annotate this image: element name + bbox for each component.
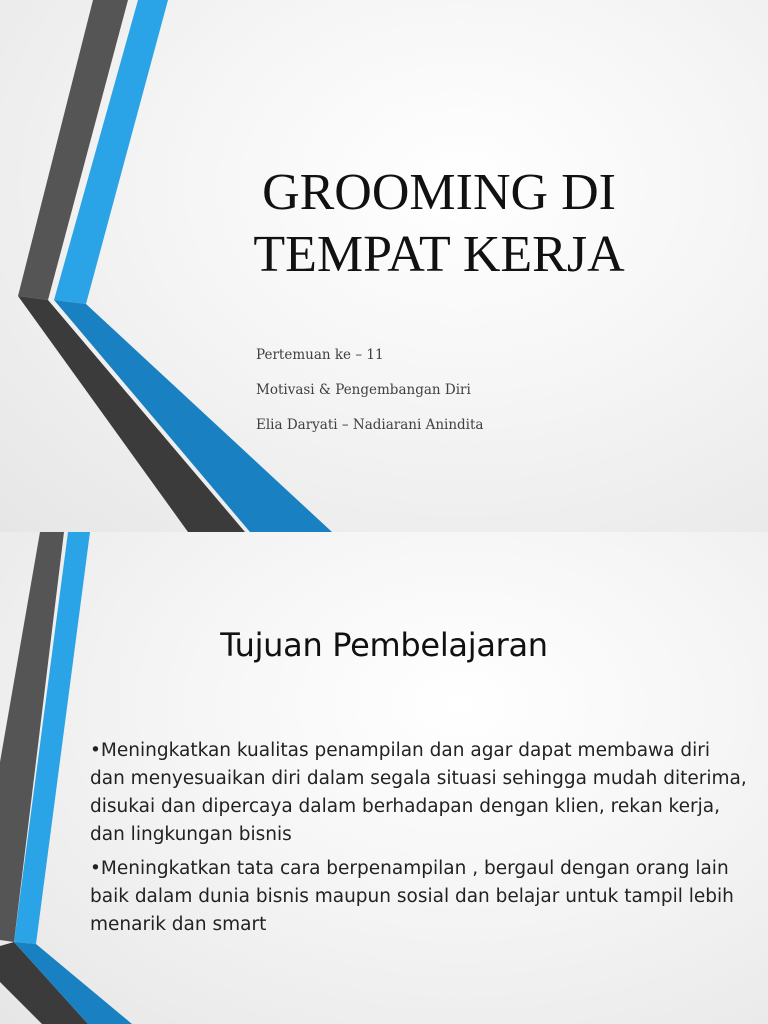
- bullet-item: •Meningkatkan kualitas penampilan dan agar dapat membawa diri dan menyesuaikan diri dalam segala situasi sehingga mudah diterima, disukai dan dipercaya dalam berhadapan dengan klien, rekan kerja, dan lingkungan bisnis: [90, 740, 747, 845]
- slide-title-text: Tujuan Pembelajaran: [220, 626, 548, 664]
- title-line-1: GROOMING DI: [262, 164, 616, 221]
- slide-title-text: [200, 162, 678, 286]
- bullet-list: [90, 737, 750, 945]
- subtitle-block: [256, 346, 716, 451]
- dark-band-lower: [18, 296, 245, 532]
- title-line-2: TEMPAT KERJA: [253, 226, 625, 283]
- course-name: Motivasi & Pengembangan Diri: [256, 382, 471, 398]
- authors: Elia Daryati – Nadiarani Anindita: [256, 417, 484, 433]
- slide-objectives: [0, 532, 768, 1024]
- meeting-number: Pertemuan ke – 11: [256, 347, 384, 363]
- bullet-item: •Meningkatkan tata cara berpenampilan , bergaul dengan orang lain baik dalam dunia bisnis maupun sosial dan belajar untuk tampil lebih menarik dan smart: [90, 858, 734, 935]
